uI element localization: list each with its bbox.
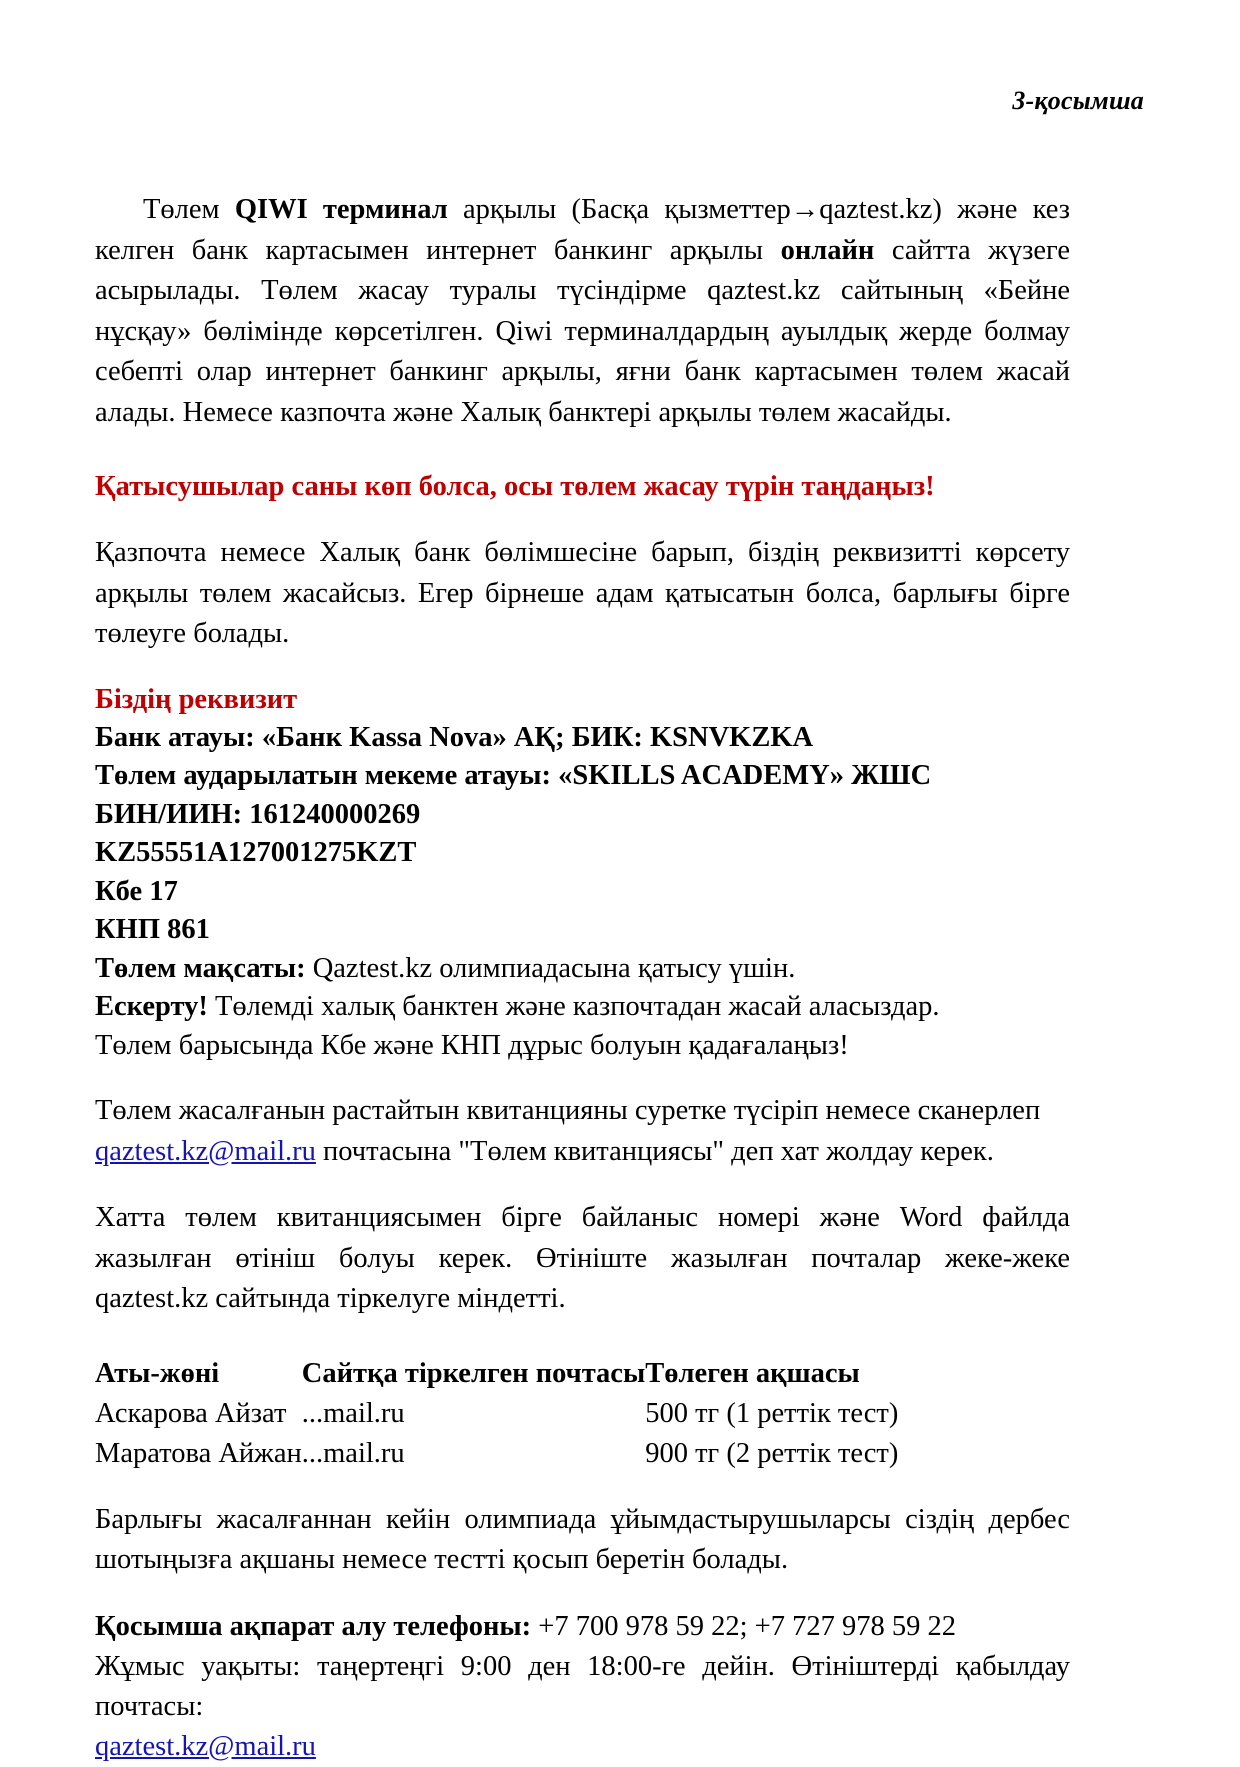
receipt-email-link[interactable]: qaztest.kz@mail.ru [95,1135,316,1167]
closing-paragraph: Барлығы жасалғаннан кейін олимпиада ұйымдастырушыларсы сіздің дербес шотыңызға ақшаны немесе тестті қосып беретін болады. [95,1503,1070,1575]
table-header-row [95,1354,1070,1394]
cell-email: ...mail.ru [301,1397,405,1429]
table-row [95,1394,1070,1434]
requisites-heading: Біздің реквизит [95,683,298,715]
contact-email-link[interactable]: qaztest.kz@mail.ru [95,1730,316,1762]
cell-name: Аскарова Айзат [95,1397,287,1429]
purpose-value: Qaztest.kz олимпиадасына қатысу үшін. [305,952,796,984]
table-header-email: Сайтқа тіркелген почтасы [301,1357,646,1389]
requisite-bank-name: Банк атауы: «Банк Kassa Nova» АҚ; БИК: KSNVKZKA [95,721,814,753]
requisite-warning [95,988,1070,1027]
requisite-kbe: Кбе 17 [95,875,178,907]
contact-hours-line: Жұмыс уақыты: таңертеңгі 9:00 ден 18:00-ге дейін. Өтініштерді қабылдау почтасы: [95,1650,1070,1722]
table-row [95,1434,1070,1474]
document-body [95,190,1070,1767]
cell-email: ...mail.ru [301,1437,405,1469]
intro-text-a: Төлем [143,194,235,225]
requisite-iban: KZ55551A127001275KZT [95,837,417,868]
cell-amount: 500 тг (1 реттік тест) [645,1397,899,1429]
requisite-recipient: Төлем аударылатын мекеме атауы: «SKILLS ACADEMY» ЖШС [95,760,932,791]
receipt-paragraph [95,1091,1070,1172]
contact-phone-label: Қосымша ақпарат алу телефоны: [95,1610,532,1642]
contact-phone-line [95,1607,1070,1647]
warning-label: Ескерту! [95,991,208,1022]
participants-table [95,1354,1070,1474]
intro-text-b: арқылы (Басқа қызметтер→qaztest.kz) және кез келген банк картасымен интернет банкинг арқылы [95,194,1070,266]
requisite-bin-iin: БИН/ИИН: 161240000269 [95,798,421,830]
requisite-check-line: Төлем барысында Кбе және КНП дұрыс болуын қадағалаңыз! [95,1029,849,1061]
letter-paragraph: Хатта төлем квитанциясымен бірге байланыс номері және Word файлда жазылған өтініш болуы керек. Өтініште жазылған почталар жеке-жеке qaztest.kz сайтында тіркелуге міндетті. [95,1202,1070,1314]
warning-value: Төлемді халық банктен және казпочтадан жасай аласыздар. [207,991,940,1022]
requisite-purpose [95,950,1070,989]
receipt-line-2: почтасына "Төлем квитанциясы" деп хат жолдау керек. [315,1135,994,1167]
intro-bold-qiwi: QIWI терминал [234,194,448,225]
purpose-label: Төлем мақсаты: [95,952,306,984]
intro-paragraph [95,190,1070,433]
intro-text-c: сайтта жүзеге асырылады. Төлем жасау туралы түсіндірме qaztest.kz сайтының «Бейне нұсқау» бөлімінде көрсетілген. Qiwi терминалдардың ауылдық жерде болмау себепті олар интернет банкинг арқылы, яғни банк картасымен төлем жасай алады. Немесе казпочта және Халық банктері арқылы төлем жасайды. [95,234,1070,428]
cell-amount: 900 тг (2 реттік тест) [645,1437,899,1469]
appendix-label: 3-қосымша [1012,86,1144,115]
intro-bold-online: онлайн [780,234,875,266]
receipt-line-1: Төлем жасалғанын растайтын квитанцияны суретке түсіріп немесе сканерлеп [95,1095,1041,1126]
contact-phone-value: +7 700 978 59 22; +7 727 978 59 22 [531,1610,956,1642]
red-notice-heading: Қатысушылар саны көп болса, осы төлем жасау түрін таңдаңыз! [95,471,935,502]
contact-email-line [95,1727,1070,1767]
table-header-amount: Төлеген ақшасы [645,1357,860,1389]
cell-name: Маратова Айжан [95,1437,302,1469]
requisite-knp: КНП 861 [95,914,210,945]
bank-branch-paragraph: Қазпочта немесе Халық банк бөлімшесіне барып, біздің реквизитті көрсету арқылы төлем жасайсыз. Егер бірнеше адам қатысатын болса, барлығы бірге төлеуге болады. [95,537,1070,649]
table-header-name: Аты-жөні [95,1357,220,1389]
